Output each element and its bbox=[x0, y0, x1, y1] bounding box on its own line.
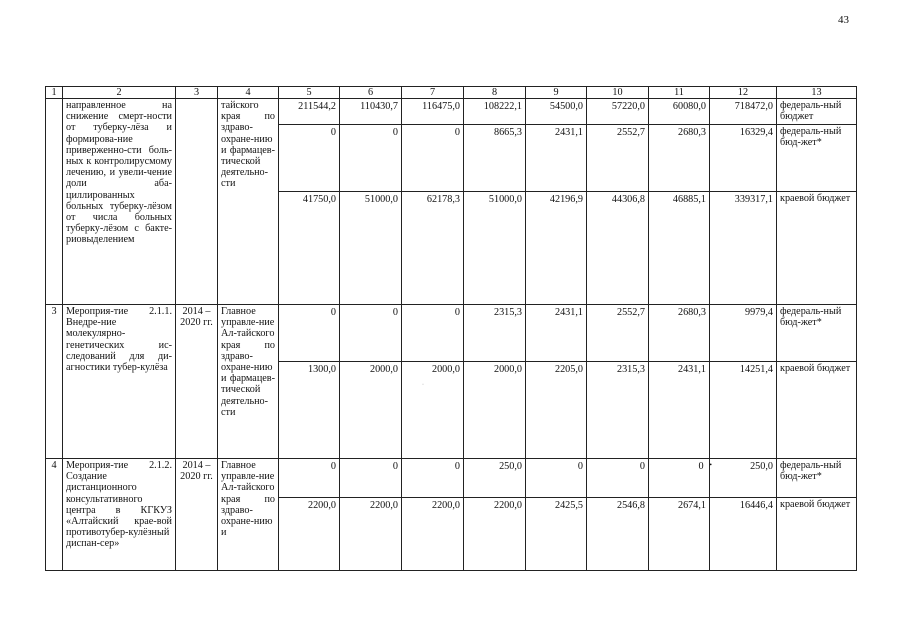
value-cell: 2315,3 bbox=[587, 362, 649, 459]
item-executor: Главное управле-ние Ал-тайского края по здраво-охране-нию и фармацев-тической деятельно-сти bbox=[218, 305, 279, 459]
value-cell: 42196,9 bbox=[526, 192, 587, 305]
funding-source: краевой бюджет bbox=[777, 192, 857, 305]
item-number: 4 bbox=[46, 459, 63, 571]
value-cell: 8665,3 bbox=[464, 125, 526, 192]
col-header-6: 6 bbox=[340, 87, 402, 99]
col-header-13: 13 bbox=[777, 87, 857, 99]
funding-source: федераль-ный бюджет bbox=[777, 99, 857, 125]
value-cell: 1300,0 bbox=[279, 362, 340, 459]
scan-speck: · bbox=[422, 382, 424, 388]
total-cell: 9979,4 bbox=[710, 305, 777, 362]
value-cell: 2552,7 bbox=[587, 305, 649, 362]
value-cell: 0 bbox=[402, 459, 464, 498]
value-cell: 46885,1 bbox=[649, 192, 710, 305]
value-cell: 2000,0 bbox=[340, 362, 402, 459]
value-cell: 0 bbox=[279, 459, 340, 498]
funding-source: федераль-ный бюд-жет* bbox=[777, 305, 857, 362]
value-cell: 0 bbox=[340, 125, 402, 192]
value-cell: 2200,0 bbox=[402, 498, 464, 571]
funding-source: краевой бюджет bbox=[777, 362, 857, 459]
total-cell: 16329,4 bbox=[710, 125, 777, 192]
item-period: 2014 – 2020 гг. bbox=[176, 459, 218, 571]
total-cell: 14251,4 bbox=[710, 362, 777, 459]
item-executor: тайского края по здраво-охране-нию и фармацев-тической деятельно-сти bbox=[218, 99, 279, 305]
value-cell: 62178,3 bbox=[402, 192, 464, 305]
value-cell: 0 bbox=[402, 125, 464, 192]
value-cell: 44306,8 bbox=[587, 192, 649, 305]
table-row bbox=[46, 305, 857, 362]
item-period: 2014 – 2020 гг. bbox=[176, 305, 218, 459]
item-description: направленное на снижение смерт-ности от туберку-лёза и формирова-ние приверженно-сти боль-ных к контролирусмому лечению, и увели-чение доли аба-циллированных больных туберку-лёзом от числа больных туберку-лёзом с бакте-риовыделением bbox=[63, 99, 176, 305]
table-row bbox=[46, 459, 857, 498]
col-header-11: 11 bbox=[649, 87, 710, 99]
col-header-12: 12 bbox=[710, 87, 777, 99]
value-cell: 2205,0 bbox=[526, 362, 587, 459]
col-header-8: 8 bbox=[464, 87, 526, 99]
col-header-4: 4 bbox=[218, 87, 279, 99]
value-cell: 2000,0 bbox=[402, 362, 464, 459]
col-header-1: 1 bbox=[46, 87, 63, 99]
bullet-mark: • bbox=[709, 461, 712, 469]
value-cell: 57220,0 bbox=[587, 99, 649, 125]
col-header-2: 2 bbox=[63, 87, 176, 99]
value-cell: 2552,7 bbox=[587, 125, 649, 192]
value-cell: 0 bbox=[526, 459, 587, 498]
value-cell: 211544,2 bbox=[279, 99, 340, 125]
item-number: 3 bbox=[46, 305, 63, 459]
funding-source: федераль-ный бюд-жет* bbox=[777, 459, 857, 498]
page-number: 43 bbox=[838, 14, 849, 26]
value-cell: 2546,8 bbox=[587, 498, 649, 571]
value-cell: 51000,0 bbox=[464, 192, 526, 305]
value-cell: 2680,3 bbox=[649, 305, 710, 362]
value-cell: 2431,1 bbox=[649, 362, 710, 459]
value-cell: 0 bbox=[340, 459, 402, 498]
value-cell: 0 bbox=[587, 459, 649, 498]
item-executor: Главное управле-ние Ал-тайского края по здраво-охране-нию и bbox=[218, 459, 279, 571]
value-cell: 2425,5 bbox=[526, 498, 587, 571]
value-cell bbox=[649, 459, 710, 498]
value-cell: 0 bbox=[340, 305, 402, 362]
value-cell: 2431,1 bbox=[526, 125, 587, 192]
item-period bbox=[176, 99, 218, 305]
value-cell: 2431,1 bbox=[526, 305, 587, 362]
value-cell: 2200,0 bbox=[340, 498, 402, 571]
value-cell: 0 bbox=[402, 305, 464, 362]
value-cell: 41750,0 bbox=[279, 192, 340, 305]
funding-source: федераль-ный бюд-жет* bbox=[777, 125, 857, 192]
total-cell: 718472,0 bbox=[710, 99, 777, 125]
value-cell: 108222,1 bbox=[464, 99, 526, 125]
col-header-3: 3 bbox=[176, 87, 218, 99]
total-cell: 250,0 bbox=[710, 459, 777, 498]
column-number-row bbox=[46, 87, 857, 99]
col-header-5: 5 bbox=[279, 87, 340, 99]
item-description: Мероприя-тие 2.1.2. Создание дистанционного консультативного центра в КГКУЗ «Алтайский крае-вой противотубер-кулёзный диспан-сер» bbox=[63, 459, 176, 571]
funding-source: краевой бюджет bbox=[777, 498, 857, 571]
value-cell: 2680,3 bbox=[649, 125, 710, 192]
col-header-9: 9 bbox=[526, 87, 587, 99]
value-cell: 2315,3 bbox=[464, 305, 526, 362]
value-cell: 2200,0 bbox=[279, 498, 340, 571]
value-cell: 2674,1 bbox=[649, 498, 710, 571]
value-cell: 110430,7 bbox=[340, 99, 402, 125]
value-cell: 51000,0 bbox=[340, 192, 402, 305]
col-header-10: 10 bbox=[587, 87, 649, 99]
value-text: 0 bbox=[698, 461, 704, 472]
item-description: Мероприя-тие 2.1.1. Внедре-ние молекулярно-генетических ис-следований для ди-агностики тубер-кулёза bbox=[63, 305, 176, 459]
total-cell: 16446,4 bbox=[710, 498, 777, 571]
value-cell: 0 bbox=[279, 305, 340, 362]
value-cell: 54500,0 bbox=[526, 99, 587, 125]
value-cell: 60080,0 bbox=[649, 99, 710, 125]
value-cell: 2000,0 bbox=[464, 362, 526, 459]
value-cell: 250,0 bbox=[464, 459, 526, 498]
table-row bbox=[46, 99, 857, 125]
budget-table bbox=[45, 86, 857, 571]
total-cell: 339317,1 bbox=[710, 192, 777, 305]
item-number bbox=[46, 99, 63, 305]
value-cell: 116475,0 bbox=[402, 99, 464, 125]
col-header-7: 7 bbox=[402, 87, 464, 99]
value-cell: 2200,0 bbox=[464, 498, 526, 571]
value-cell: 0 bbox=[279, 125, 340, 192]
